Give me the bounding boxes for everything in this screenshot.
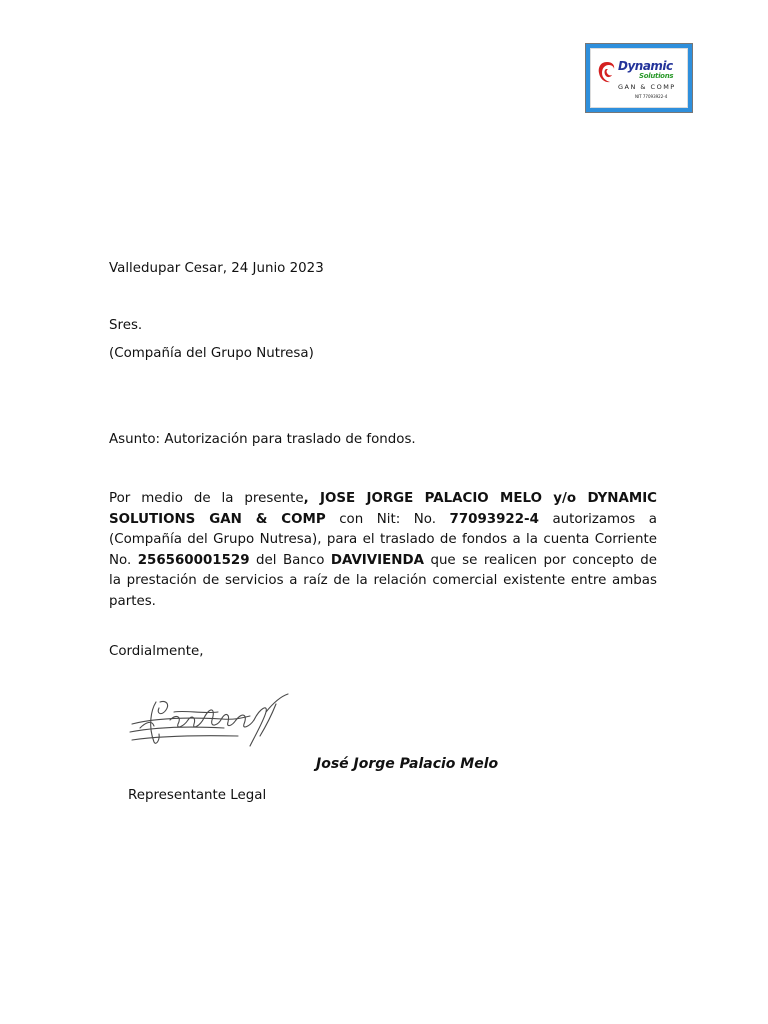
body-paragraph: [109, 489, 657, 612]
nit-number: 77093922-4: [449, 511, 539, 527]
subject-line: Asunto: Autorización para traslado de fondos.: [109, 432, 416, 447]
bank-name: DAVIVIENDA: [330, 552, 424, 568]
body-text: del Banco: [249, 552, 331, 568]
body-line-2: [109, 510, 657, 531]
signer-title: Representante Legal: [128, 788, 267, 803]
logo-swirl-icon: [597, 61, 617, 85]
body-text: No.: [109, 552, 138, 568]
representative-name: , JOSE JORGE PALACIO MELO y/o DYNAMIC: [303, 491, 657, 506]
company-logo: [585, 43, 693, 113]
logo-text-dynamic: Dynamic: [618, 59, 673, 73]
body-line-5: la prestación de servicios a raíz de la relación comercial existente entre ambas: [109, 573, 657, 588]
salutation: Sres.: [109, 318, 143, 333]
body-line-4: [109, 551, 657, 572]
handwritten-signature: [126, 690, 296, 754]
logo-text-nit: NIT 77093922-4: [635, 94, 668, 99]
logo-text-solutions: Solutions: [639, 72, 674, 80]
body-text: Por medio de la presente: [109, 491, 304, 506]
logo-text-gan-comp: GAN & COMP: [618, 83, 676, 91]
body-line-3: (Compañía del Grupo Nutresa), para el traslado de fondos a la cuenta Corriente: [109, 532, 657, 547]
account-number: 256560001529: [137, 552, 250, 568]
body-text: autorizamos a: [538, 511, 657, 527]
body-line-6: partes.: [109, 593, 156, 609]
body-text: con Nit: No.: [325, 511, 450, 527]
body-text: que se realicen por concepto de: [423, 552, 657, 568]
closing: Cordialmente,: [109, 644, 204, 659]
signer-name: José Jorge Palacio Melo: [316, 756, 499, 772]
company-name: SOLUTIONS GAN & COMP: [109, 511, 326, 527]
recipient: (Compañía del Grupo Nutresa): [109, 346, 314, 361]
place-date: Valledupar Cesar, 24 Junio 2023: [109, 261, 324, 276]
body-line-1: [109, 489, 657, 510]
